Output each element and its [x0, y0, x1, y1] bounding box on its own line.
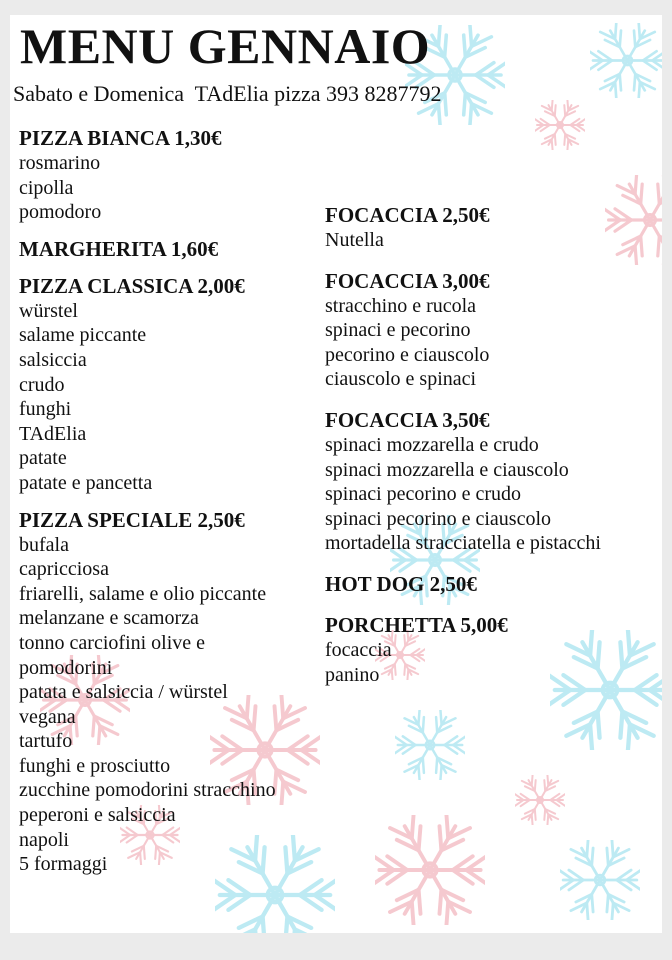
menu-item: spinaci e pecorino — [325, 319, 471, 342]
section-heading: PIZZA SPECIALE 2,50€ — [19, 507, 245, 532]
snowflake-icon — [535, 100, 585, 150]
section-heading: PORCHETTA 5,00€ — [325, 612, 508, 637]
menu-item: spinaci mozzarella e crudo — [325, 433, 539, 456]
menu-subtitle: Sabato e Domenica TAdElia pizza 393 8287792 — [13, 81, 442, 106]
menu-title: MENU GENNAIO — [20, 18, 431, 74]
section-heading: FOCACCIA 3,00€ — [325, 268, 490, 293]
menu-section — [325, 203, 601, 253]
menu-item: würstel — [19, 299, 78, 322]
menu-section — [325, 572, 601, 597]
menu-section — [325, 269, 601, 392]
left-menu-column — [19, 126, 276, 877]
menu-sheet — [10, 15, 662, 933]
section-heading: PIZZA BIANCA 1,30€ — [19, 126, 222, 150]
snowflake-icon — [605, 175, 662, 265]
menu-item: 5 formaggi — [19, 853, 108, 876]
menu-item: patata e salsiccia / würstel — [19, 681, 228, 704]
menu-item: spinaci pecorino e ciauscolo — [325, 507, 552, 530]
menu-item: crudo — [19, 373, 65, 396]
menu-section — [19, 274, 276, 496]
menu-item: capricciosa — [19, 558, 109, 581]
menu-section — [19, 508, 276, 877]
menu-item: salame piccante — [19, 324, 147, 347]
menu-item: patate — [19, 447, 67, 470]
menu-item: spinaci pecorino e crudo — [325, 483, 522, 506]
menu-item: panino — [325, 663, 380, 686]
menu-item: TAdElia — [19, 422, 87, 445]
menu-item: focaccia — [325, 638, 392, 661]
menu-item: bufala — [19, 533, 69, 556]
snowflake-icon — [515, 775, 565, 825]
right-menu-column — [325, 203, 601, 687]
menu-item: salsiccia — [19, 348, 87, 371]
section-heading: FOCACCIA 3,50€ — [325, 407, 490, 432]
menu-item: zucchine pomodorini stracchino — [19, 779, 276, 802]
menu-item: funghi e prosciutto — [19, 754, 171, 777]
snowflake-icon — [590, 23, 662, 98]
menu-item: pomodorini — [19, 656, 113, 679]
menu-item: spinaci mozzarella e ciauscolo — [325, 458, 569, 481]
section-heading: FOCACCIA 2,50€ — [325, 203, 490, 227]
menu-item: pomodoro — [19, 201, 102, 224]
menu-item: melanzane e scamorza — [19, 607, 199, 630]
menu-item: friarelli, salame e olio piccante — [19, 582, 267, 605]
menu-item: peperoni e salsiccia — [19, 804, 176, 827]
menu-item: cipolla — [19, 176, 74, 199]
menu-item: ciauscolo e spinaci — [325, 368, 477, 391]
snowflake-icon — [375, 815, 485, 925]
menu-item: mortadella stracciatella e pistacchi — [325, 532, 601, 555]
section-heading: PIZZA CLASSICA 2,00€ — [19, 273, 245, 298]
menu-item: tonno carciofini olive e — [19, 631, 206, 654]
menu-item: tartufo — [19, 730, 73, 753]
menu-item: napoli — [19, 828, 69, 851]
section-heading: MARGHERITA 1,60€ — [19, 236, 219, 261]
snowflake-icon — [395, 710, 465, 780]
menu-item: funghi — [19, 398, 72, 421]
snowflake-icon — [560, 840, 640, 920]
menu-item: rosmarino — [19, 152, 101, 174]
menu-section — [325, 408, 601, 556]
menu-item: vegana — [19, 705, 76, 728]
menu-section — [325, 613, 601, 687]
menu-item: patate e pancetta — [19, 471, 153, 494]
section-heading: HOT DOG 2,50€ — [325, 571, 477, 596]
menu-section — [19, 237, 276, 262]
menu-item: pecorino e ciauscolo — [325, 343, 490, 366]
menu-item: stracchino e rucola — [325, 294, 477, 317]
menu-section — [19, 126, 276, 225]
menu-item: Nutella — [325, 229, 384, 251]
